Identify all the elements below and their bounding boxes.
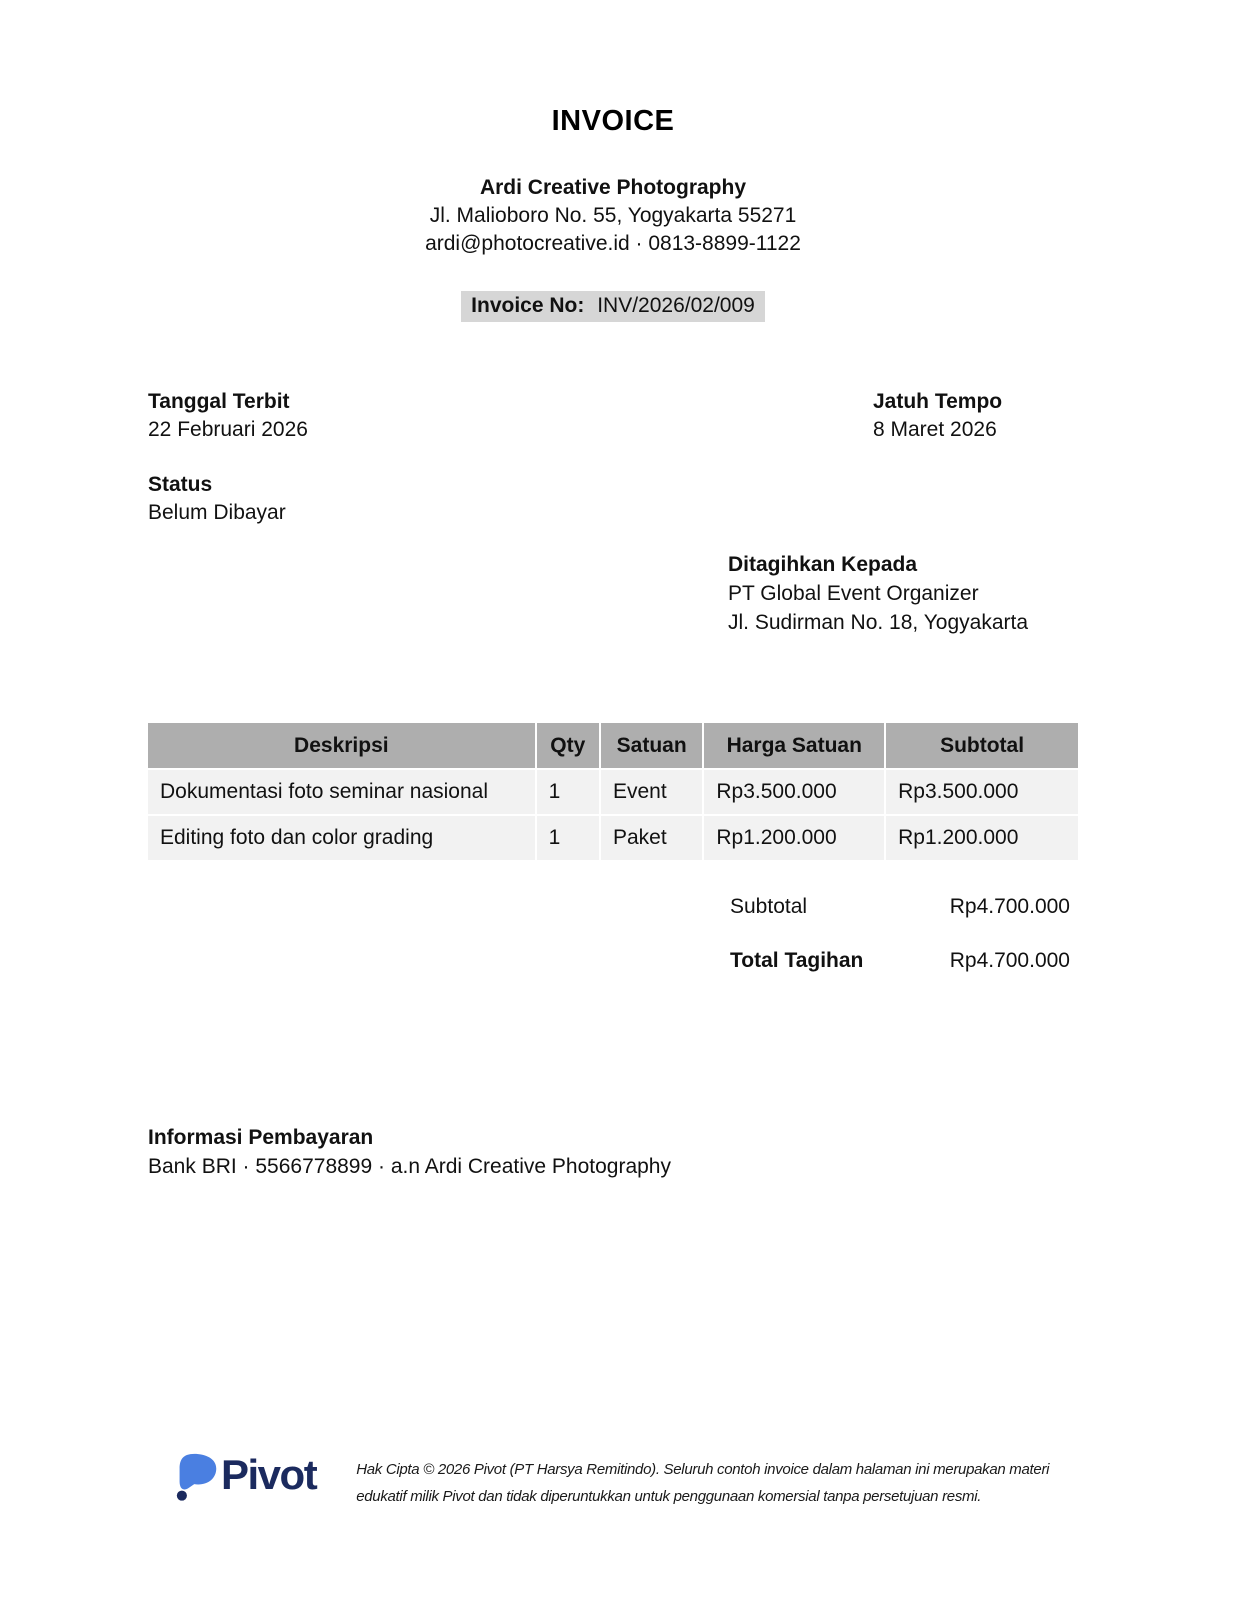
- item-subtotal: Rp3.500.000: [885, 769, 1079, 815]
- column-header-subtotal: Subtotal: [885, 722, 1079, 769]
- pivot-logo-icon: [175, 1448, 219, 1502]
- invoice-number-highlight: [461, 291, 765, 322]
- company-block: [148, 174, 1078, 258]
- item-description: Editing foto dan color grading: [147, 815, 536, 861]
- page-footer: [175, 1448, 1085, 1510]
- item-qty: 1: [536, 815, 600, 861]
- item-unit: Paket: [600, 815, 703, 861]
- item-unit: Event: [600, 769, 703, 815]
- pivot-brand-name: Pivot: [221, 1451, 317, 1498]
- status-value: Belum Dibayar: [148, 501, 286, 524]
- totals-section: [148, 893, 1078, 975]
- totals-spacer: [148, 947, 708, 975]
- column-header-unit: Satuan: [600, 722, 703, 769]
- issue-date-block: [148, 388, 308, 444]
- bill-to-address: Jl. Sudirman No. 18, Yogyakarta: [728, 611, 1029, 634]
- company-address: Jl. Malioboro No. 55, Yogyakarta 55271: [429, 204, 797, 227]
- item-description: Dokumentasi foto seminar nasional: [147, 769, 536, 815]
- company-name: Ardi Creative Photography: [479, 176, 747, 199]
- issue-date-label: Tanggal Terbit: [148, 390, 290, 413]
- bill-to-name: PT Global Event Organizer: [728, 582, 979, 605]
- bill-to-label: Ditagihkan Kepada: [728, 553, 918, 576]
- invoice-number-value: INV/2026/02/009: [597, 294, 755, 317]
- invoice-number-label: Invoice No:: [471, 294, 585, 317]
- payment-info-label: Informasi Pembayaran: [148, 1126, 374, 1149]
- payment-info-details: Bank BRI · 5566778899 · a.n Ardi Creative Photography: [148, 1155, 671, 1178]
- pivot-logo: [175, 1448, 316, 1502]
- payment-info-block: [148, 1124, 671, 1181]
- status-block: [148, 471, 286, 527]
- total-amount: Rp4.700.000: [949, 949, 1070, 972]
- column-header-qty: Qty: [536, 722, 600, 769]
- table-row: [147, 769, 1079, 815]
- due-date-value: 8 Maret 2026: [873, 418, 997, 441]
- items-table: [146, 721, 1080, 862]
- page-title: INVOICE: [551, 105, 675, 137]
- total-label: Total Tagihan: [730, 949, 864, 972]
- item-subtotal: Rp1.200.000: [885, 815, 1079, 861]
- due-date-label: Jatuh Tempo: [873, 390, 1003, 413]
- document-header: [148, 105, 1078, 322]
- item-unit-price: Rp3.500.000: [703, 769, 885, 815]
- bill-to-block: [728, 551, 1028, 637]
- item-qty: 1: [536, 769, 600, 815]
- dates-row: [148, 388, 1078, 444]
- table-row: [147, 815, 1079, 861]
- subtotal-amount: Rp4.700.000: [949, 895, 1070, 918]
- invoice-number-line: [148, 291, 1078, 322]
- totals-spacer: [148, 893, 708, 921]
- subtotal-label: Subtotal: [730, 895, 808, 918]
- column-header-description: Deskripsi: [147, 722, 536, 769]
- copyright-text: Hak Cipta © 2026 Pivot (PT Harsya Remitindo). Seluruh contoh invoice dalam halaman ini merupakan materi edukatif milik Pivot dan tidak diperuntukkan untuk penggunaan komersial tanpa persetujuan resmi.: [356, 1461, 1050, 1505]
- issue-date-value: 22 Februari 2026: [148, 418, 308, 441]
- status-label: Status: [148, 473, 213, 496]
- due-date-block: [873, 388, 1078, 444]
- item-unit-price: Rp1.200.000: [703, 815, 885, 861]
- subtotal-row: [148, 893, 1078, 921]
- total-row: [148, 947, 1078, 975]
- company-contact: ardi@photocreative.id · 0813-8899-1122: [425, 232, 801, 255]
- items-table-header-row: [147, 722, 1079, 769]
- column-header-unit-price: Harga Satuan: [703, 722, 885, 769]
